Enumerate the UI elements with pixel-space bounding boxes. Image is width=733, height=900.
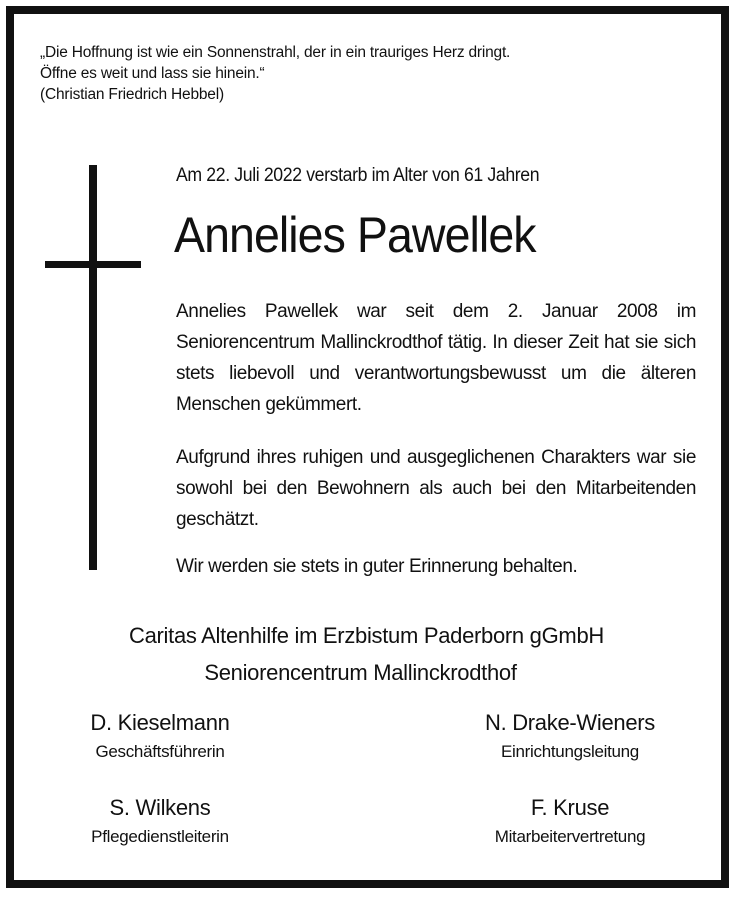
signatory-name: D. Kieselmann [90, 710, 230, 735]
tribute-paragraph-2: Aufgrund ihres ruhigen und ausgeglichenen Charakters war sie sowohl bei den Bewohnern als auch bei den Mitarbeitenden geschätzt. [176, 447, 696, 530]
signatory [60, 795, 260, 847]
quote-line-1: „Die Hoffnung ist wie ein Sonnenstrahl, der in ein trauriges Herz dringt. [40, 44, 511, 61]
signatory [60, 710, 260, 762]
signatory [455, 795, 685, 847]
signatory-role: Geschäftsführerin [95, 742, 225, 761]
quote-block [40, 42, 510, 105]
signatory-role: Mitarbeitervertretung [494, 827, 646, 846]
facility-name: Seniorencentrum Mallinckrodthof [204, 660, 517, 685]
signatory-name: S. Wilkens [109, 795, 211, 820]
quote-line-2: Öffne es weit und lass sie hinein.“ [40, 65, 265, 82]
death-announcement: Am 22. Juli 2022 verstarb im Alter von 61 Jahren [176, 165, 540, 186]
deceased-name: Annelies Pawellek [174, 207, 536, 263]
quote-author: (Christian Friedrich Hebbel) [40, 86, 224, 103]
tribute-paragraph-1: Annelies Pawellek war seit dem 2. Januar 2008 im Seniorencentrum Mallinckrodthof tätig. In dieser Zeit hat sie sich stets liebevoll und verantwortungsbewusst um die älteren Menschen gekümmert. [176, 301, 696, 415]
tribute-paragraph-3: Wir werden sie stets in guter Erinnerung behalten. [176, 556, 578, 577]
signatory-role: Einrichtungsleitung [501, 742, 639, 761]
organization-name: Caritas Altenhilfe im Erzbistum Paderborn gGmbH [129, 623, 604, 648]
signatory-name: N. Drake-Wieners [484, 710, 655, 735]
signatory-name: F. Kruse [530, 795, 610, 820]
signatory [455, 710, 685, 762]
signatory-role: Pflegedienstleiterin [91, 827, 229, 846]
